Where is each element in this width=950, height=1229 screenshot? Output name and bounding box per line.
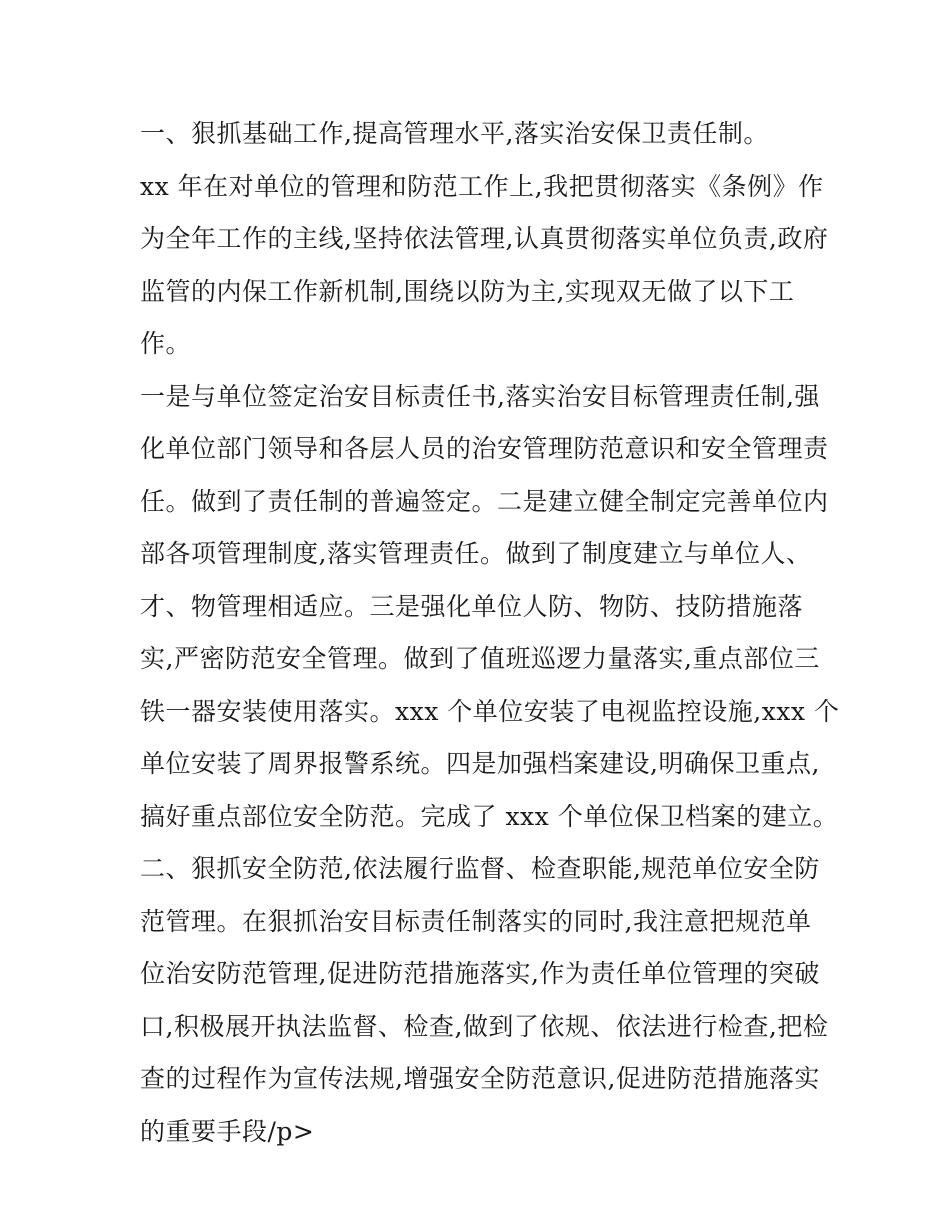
text-line: 一、狠抓基础工作,提高管理水平,落实治安保卫责任制。 [140, 119, 769, 148]
text-line: 监管的内保工作新机制,围绕以防为主,实现双无做了以下工 [140, 276, 795, 306]
text-line: 位治安防范管理,促进防范措施落实,作为责任单位管理的突破 [140, 959, 820, 988]
document-body [140, 108, 840, 1158]
text-line: 搞好重点部位安全防范。完成了 xxx 个单位保卫档案的建立。 [140, 801, 839, 831]
text-line: 查的过程作为宣传法规,增强安全防范意识,促进防范措施落实 [140, 1064, 820, 1093]
text-line: xx 年在对单位的管理和防范工作上,我把贯彻落实《条例》作 [140, 171, 824, 201]
text-line: 作。 [140, 329, 192, 358]
text-line: 单位安装了周界报警系统。四是加强档案建设,明确保卫重点, [140, 749, 820, 778]
text-line: 化单位部门领导和各层人员的治安管理防范意识和安全管理责 [140, 434, 829, 463]
text-line: 范管理。在狠抓治安目标责任制落实的同时,我注意把规范单 [140, 906, 812, 936]
text-line: 铁一器安装使用落实。xxx 个单位安装了电视监控设施,xxx 个 [140, 696, 840, 726]
text-line: 的重要手段/p> [140, 1116, 315, 1146]
text-line: 部各项管理制度,落实管理责任。做到了制度建立与单位人、 [140, 539, 812, 568]
text-line: 任。做到了责任制的普遍签定。二是建立健全制定完善单位内 [140, 486, 829, 516]
text-line: 二、狠抓安全防范,依法履行监督、检查职能,规范单位安全防 [140, 854, 820, 883]
text-line: 一是与单位签定治安目标责任书,落实治安目标管理责任制,强 [140, 381, 820, 411]
text-line: 为全年工作的主线,坚持依法管理,认真贯彻落实单位负责,政府 [140, 224, 829, 253]
text-line: 实,严密防范安全管理。做到了值班巡逻力量落实,重点部位三 [140, 644, 820, 673]
text-line: 才、物管理相适应。三是强化单位人防、物防、技防措施落 [140, 591, 804, 621]
text-line: 口,积极展开执法监督、检查,做到了依规、依法进行检查,把检 [140, 1011, 829, 1041]
